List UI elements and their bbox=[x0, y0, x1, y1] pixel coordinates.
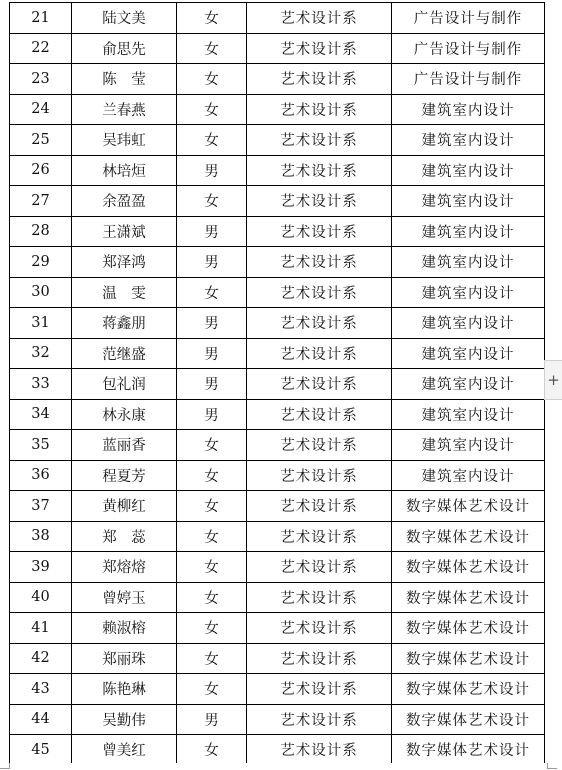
table-row bbox=[10, 735, 545, 766]
gender-cell: 女 bbox=[177, 552, 247, 583]
gender-cell: 女 bbox=[177, 613, 247, 644]
row-number-cell: 33 bbox=[10, 369, 72, 400]
major-cell: 广告设计与制作 bbox=[392, 3, 545, 34]
row-number-cell: 35 bbox=[10, 430, 72, 461]
gender-cell: 男 bbox=[177, 308, 247, 339]
table-row bbox=[10, 277, 545, 308]
table-row bbox=[10, 460, 545, 491]
gender-cell: 女 bbox=[177, 94, 247, 125]
gender-cell: 女 bbox=[177, 643, 247, 674]
student-name-cell: 兰春燕 bbox=[72, 94, 177, 125]
student-name-cell: 林永康 bbox=[72, 399, 177, 430]
row-number-cell: 21 bbox=[10, 3, 72, 34]
row-number-cell: 30 bbox=[10, 277, 72, 308]
major-cell: 数字媒体艺术设计 bbox=[392, 735, 545, 766]
major-cell: 建筑室内设计 bbox=[392, 338, 545, 369]
department-cell: 艺术设计系 bbox=[247, 308, 392, 339]
student-name-cell: 郑 蕊 bbox=[72, 521, 177, 552]
student-name-cell: 蓝丽香 bbox=[72, 430, 177, 461]
gender-cell: 女 bbox=[177, 582, 247, 613]
department-cell: 艺术设计系 bbox=[247, 369, 392, 400]
student-name-cell: 曾美红 bbox=[72, 735, 177, 766]
major-cell: 数字媒体艺术设计 bbox=[392, 613, 545, 644]
table-row bbox=[10, 186, 545, 217]
gender-cell: 女 bbox=[177, 491, 247, 522]
student-name-cell: 陆文美 bbox=[72, 3, 177, 34]
department-cell: 艺术设计系 bbox=[247, 338, 392, 369]
row-number-cell: 27 bbox=[10, 186, 72, 217]
major-cell: 数字媒体艺术设计 bbox=[392, 521, 545, 552]
major-cell: 建筑室内设计 bbox=[392, 247, 545, 278]
department-cell: 艺术设计系 bbox=[247, 735, 392, 766]
department-cell: 艺术设计系 bbox=[247, 94, 392, 125]
major-cell: 建筑室内设计 bbox=[392, 186, 545, 217]
student-name-cell: 吴勤伟 bbox=[72, 704, 177, 735]
gender-cell: 女 bbox=[177, 33, 247, 64]
row-number-cell: 43 bbox=[10, 674, 72, 705]
table-row bbox=[10, 247, 545, 278]
page-corner-mark-left bbox=[0, 763, 10, 769]
gender-cell: 男 bbox=[177, 369, 247, 400]
gender-cell: 女 bbox=[177, 460, 247, 491]
row-number-cell: 40 bbox=[10, 582, 72, 613]
table-row bbox=[10, 308, 545, 339]
student-name-cell: 郑泽鸿 bbox=[72, 247, 177, 278]
department-cell: 艺术设计系 bbox=[247, 186, 392, 217]
major-cell: 数字媒体艺术设计 bbox=[392, 704, 545, 735]
student-name-cell: 陈 莹 bbox=[72, 64, 177, 95]
department-cell: 艺术设计系 bbox=[247, 64, 392, 95]
department-cell: 艺术设计系 bbox=[247, 277, 392, 308]
student-name-cell: 程夏芳 bbox=[72, 460, 177, 491]
gender-cell: 女 bbox=[177, 521, 247, 552]
major-cell: 建筑室内设计 bbox=[392, 399, 545, 430]
major-cell: 建筑室内设计 bbox=[392, 155, 545, 186]
department-cell: 艺术设计系 bbox=[247, 3, 392, 34]
major-cell: 建筑室内设计 bbox=[392, 430, 545, 461]
row-number-cell: 28 bbox=[10, 216, 72, 247]
major-cell: 建筑室内设计 bbox=[392, 460, 545, 491]
row-number-cell: 26 bbox=[10, 155, 72, 186]
student-name-cell: 黄柳红 bbox=[72, 491, 177, 522]
student-name-cell: 包礼润 bbox=[72, 369, 177, 400]
gender-cell: 女 bbox=[177, 430, 247, 461]
major-cell: 建筑室内设计 bbox=[392, 308, 545, 339]
table-row bbox=[10, 521, 545, 552]
student-name-cell: 林培烜 bbox=[72, 155, 177, 186]
major-cell: 广告设计与制作 bbox=[392, 64, 545, 95]
department-cell: 艺术设计系 bbox=[247, 491, 392, 522]
student-name-cell: 郑丽珠 bbox=[72, 643, 177, 674]
major-cell: 数字媒体艺术设计 bbox=[392, 582, 545, 613]
table-row bbox=[10, 552, 545, 583]
student-name-cell: 蒋鑫朋 bbox=[72, 308, 177, 339]
table-row bbox=[10, 430, 545, 461]
gender-cell: 女 bbox=[177, 3, 247, 34]
plus-icon: + bbox=[547, 371, 560, 389]
gender-cell: 女 bbox=[177, 277, 247, 308]
major-cell: 数字媒体艺术设计 bbox=[392, 643, 545, 674]
gender-cell: 男 bbox=[177, 399, 247, 430]
student-table-body bbox=[10, 3, 545, 766]
department-cell: 艺术设计系 bbox=[247, 125, 392, 156]
row-number-cell: 23 bbox=[10, 64, 72, 95]
table-row bbox=[10, 704, 545, 735]
row-number-cell: 38 bbox=[10, 521, 72, 552]
student-name-cell: 范继盛 bbox=[72, 338, 177, 369]
department-cell: 艺术设计系 bbox=[247, 674, 392, 705]
row-number-cell: 22 bbox=[10, 33, 72, 64]
table-row bbox=[10, 155, 545, 186]
gender-cell: 女 bbox=[177, 64, 247, 95]
table-row bbox=[10, 3, 545, 34]
student-name-cell: 余盈盈 bbox=[72, 186, 177, 217]
student-name-cell: 陈艳琳 bbox=[72, 674, 177, 705]
table-row bbox=[10, 399, 545, 430]
department-cell: 艺术设计系 bbox=[247, 643, 392, 674]
department-cell: 艺术设计系 bbox=[247, 33, 392, 64]
table-row bbox=[10, 216, 545, 247]
gender-cell: 男 bbox=[177, 704, 247, 735]
row-number-cell: 44 bbox=[10, 704, 72, 735]
major-cell: 建筑室内设计 bbox=[392, 216, 545, 247]
row-number-cell: 37 bbox=[10, 491, 72, 522]
student-name-cell: 吴玮虹 bbox=[72, 125, 177, 156]
major-cell: 建筑室内设计 bbox=[392, 94, 545, 125]
department-cell: 艺术设计系 bbox=[247, 704, 392, 735]
row-number-cell: 31 bbox=[10, 308, 72, 339]
major-cell: 数字媒体艺术设计 bbox=[392, 674, 545, 705]
gender-cell: 女 bbox=[177, 735, 247, 766]
department-cell: 艺术设计系 bbox=[247, 430, 392, 461]
gender-cell: 男 bbox=[177, 247, 247, 278]
major-cell: 数字媒体艺术设计 bbox=[392, 552, 545, 583]
department-cell: 艺术设计系 bbox=[247, 155, 392, 186]
student-name-cell: 王潇斌 bbox=[72, 216, 177, 247]
gender-cell: 男 bbox=[177, 338, 247, 369]
row-number-cell: 39 bbox=[10, 552, 72, 583]
department-cell: 艺术设计系 bbox=[247, 582, 392, 613]
add-row-button[interactable] bbox=[544, 360, 562, 400]
table-row bbox=[10, 674, 545, 705]
student-name-cell: 曾婷玉 bbox=[72, 582, 177, 613]
department-cell: 艺术设计系 bbox=[247, 613, 392, 644]
gender-cell: 男 bbox=[177, 216, 247, 247]
table-row bbox=[10, 33, 545, 64]
gender-cell: 女 bbox=[177, 186, 247, 217]
table-row bbox=[10, 338, 545, 369]
department-cell: 艺术设计系 bbox=[247, 247, 392, 278]
major-cell: 广告设计与制作 bbox=[392, 33, 545, 64]
row-number-cell: 45 bbox=[10, 735, 72, 766]
table-row bbox=[10, 94, 545, 125]
gender-cell: 女 bbox=[177, 674, 247, 705]
student-name-cell: 郑熔熔 bbox=[72, 552, 177, 583]
table-row bbox=[10, 64, 545, 95]
page-boundary bbox=[0, 763, 562, 770]
department-cell: 艺术设计系 bbox=[247, 216, 392, 247]
student-name-cell: 温 雯 bbox=[72, 277, 177, 308]
major-cell: 建筑室内设计 bbox=[392, 369, 545, 400]
major-cell: 建筑室内设计 bbox=[392, 125, 545, 156]
row-number-cell: 34 bbox=[10, 399, 72, 430]
row-number-cell: 24 bbox=[10, 94, 72, 125]
table-row bbox=[10, 125, 545, 156]
table-row bbox=[10, 491, 545, 522]
table-row bbox=[10, 643, 545, 674]
row-number-cell: 42 bbox=[10, 643, 72, 674]
major-cell: 建筑室内设计 bbox=[392, 277, 545, 308]
table-row bbox=[10, 613, 545, 644]
row-number-cell: 36 bbox=[10, 460, 72, 491]
department-cell: 艺术设计系 bbox=[247, 552, 392, 583]
row-number-cell: 32 bbox=[10, 338, 72, 369]
row-number-cell: 41 bbox=[10, 613, 72, 644]
student-table bbox=[9, 2, 545, 766]
gender-cell: 男 bbox=[177, 155, 247, 186]
department-cell: 艺术设计系 bbox=[247, 460, 392, 491]
department-cell: 艺术设计系 bbox=[247, 521, 392, 552]
row-number-cell: 25 bbox=[10, 125, 72, 156]
gender-cell: 女 bbox=[177, 125, 247, 156]
table-row bbox=[10, 369, 545, 400]
row-number-cell: 29 bbox=[10, 247, 72, 278]
student-name-cell: 赖淑榕 bbox=[72, 613, 177, 644]
department-cell: 艺术设计系 bbox=[247, 399, 392, 430]
student-name-cell: 俞思先 bbox=[72, 33, 177, 64]
table-row bbox=[10, 582, 545, 613]
major-cell: 数字媒体艺术设计 bbox=[392, 491, 545, 522]
page-corner-mark-right bbox=[547, 763, 557, 769]
